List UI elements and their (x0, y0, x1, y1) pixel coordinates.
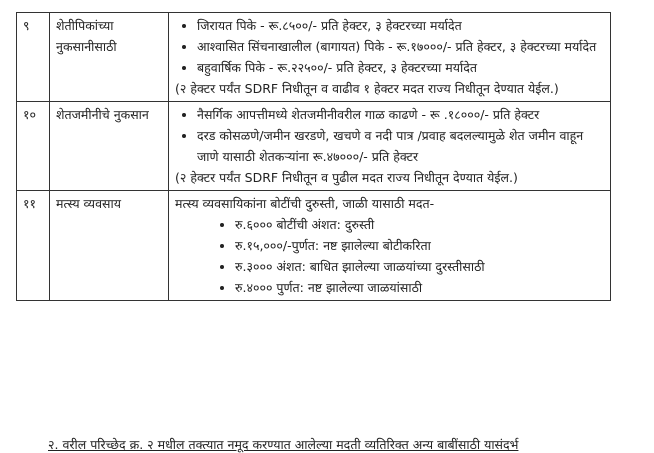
table-row (17, 102, 611, 191)
row-number: ११ (17, 191, 50, 301)
list-item: • जिरायत पिके - रू.८५००/- प्रति हेक्टर, ३ हेक्टरच्या मर्यादेत (197, 15, 604, 36)
list-item: • रु.४००० पुर्णत: नष्ट झालेल्या जाळयांसाठी (235, 277, 604, 298)
list-item: • रु.१५,०००/-पुर्णत: नष्ट झालेल्या बोटीकरिता (235, 235, 604, 256)
row-details (169, 13, 611, 102)
row-intro: मत्स्य व्यवसायिकांना बोटींची दुरुस्ती, जाळी यासाठी मदत- (175, 196, 435, 211)
table-row (17, 191, 611, 301)
list-item: • बहुवार्षिक पिके - रू.२२५००/- प्रति हेक्टर, ३ हेक्टरच्या मर्यादेत (197, 57, 604, 78)
row-number: ९ (17, 13, 50, 102)
footer-paragraph: २. वरील परिच्छेद क्र. २ मधील तक्त्यात नमूद करण्यात आलेल्या मदती व्यतिरिक्त अन्य बाबींसाठी यासंदर्भ (48, 437, 519, 452)
list-item: • दरड कोसळणे/जमीन खरडणे, खचणे व नदी पात्र /प्रवाह बदलल्यामुळे शेत जमीन वाहून जाणे यासाठी शेतकऱ्यांना रू.४७०००/- प्रति हेक्टर (197, 125, 604, 167)
row-title: मत्स्य व्यवसाय (50, 191, 169, 301)
row-details (169, 191, 611, 301)
list-item: • आश्वासित सिंचनाखालील (बागायत) पिके - रू.१७०००/- प्रति हेक्टर, ३ हेक्टरच्या मर्यादेत (197, 36, 604, 57)
list-item: • रु.६००० बोटींची अंशत: दुरुस्ती (235, 214, 604, 235)
row-number: १० (17, 102, 50, 191)
row-title: शेतजमीनीचे नुकसान (50, 102, 169, 191)
row-title: शेतीपिकांच्या नुकसानीसाठी (50, 13, 169, 102)
relief-table (16, 12, 611, 301)
list-item: • रु.३००० अंशत: बाधित झालेल्या जाळयांच्या दुरस्तीसाठी (235, 256, 604, 277)
row-note: (२ हेक्टर पर्यंत SDRF निधीतून व पुढील मदत राज्य निधीतून देण्यात येईल.) (175, 170, 518, 185)
table-row (17, 13, 611, 102)
row-note: (२ हेक्टर पर्यंत SDRF निधीतून व वाढीव १ हेक्टर मदत राज्य निधीतून देण्यात येईल.) (175, 81, 559, 96)
list-item: • नैसर्गिक आपत्तीमध्ये शेतजमीनीवरील गाळ काढणे - रू .१८०००/- प्रति हेक्टर (197, 104, 604, 125)
row-details (169, 102, 611, 191)
